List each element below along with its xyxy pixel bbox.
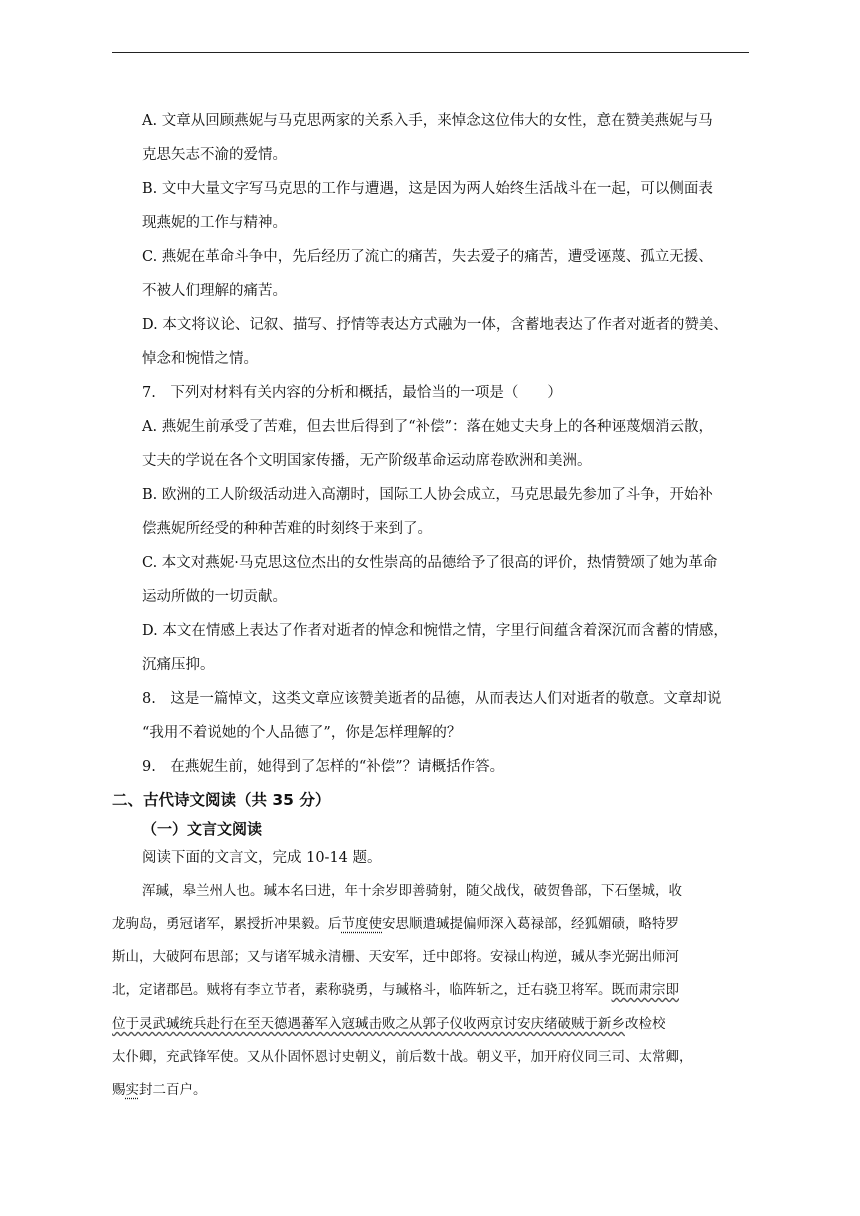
classical-line-4 (112, 980, 752, 1000)
q7-stem: 7. 下列对材料有关内容的分析和概括，最恰当的一项是（ ） (142, 385, 562, 401)
q9-question: 9. 在燕妮生前，她得到了怎样的“补偿”？请概括作答。 (142, 759, 505, 775)
q6-option-c-line1: C. 燕妮在革命斗争中，先后经历了流亡的痛苦，失去爱子的痛苦，遭受诬蔑、孤立无援、 (142, 249, 713, 265)
section-title: 二、古代诗文阅读（共 35 分） (112, 791, 331, 809)
q7-option-c-line2: 运动所做的一切贡献。 (142, 589, 287, 605)
wavy-underlined-passage: 位于灵武瑊统兵赴行在至天德遇蕃军入寇瑊击败之从郭子仪收两京讨安庆绪破贼于新乡 (112, 1016, 625, 1032)
q7-option-b-line2: 偿燕妮所经受的种种苦难的时刻终于来到了。 (142, 521, 432, 537)
q6-option-b-line2: 现燕妮的工作与精神。 (142, 215, 287, 231)
classical-line-7-start: 赐 (112, 1082, 126, 1098)
classical-line-2 (112, 914, 752, 934)
q7-option-c-line1: C. 本文对燕妮·马克思这位杰出的女性崇高的品德给予了很高的评价，热情赞颂了她为革命 (142, 555, 718, 571)
q6-option-b-line1: B. 文中大量文字写马克思的工作与遭遇，这是因为两人始终生活战斗在一起，可以侧面表 (142, 181, 713, 197)
classical-line-6: 太仆卿，充武锋军使。又从仆固怀恩讨史朝义，前后数十战。朝义平，加开府仪同三司、太常卿， (112, 1049, 693, 1065)
q7-option-a-line2: 丈夫的学说在各个文明国家传播，无产阶级革命运动席卷欧洲和美洲。 (142, 453, 592, 469)
classical-line-7 (112, 1080, 752, 1100)
classical-line-7-end: 封二百户。 (139, 1082, 207, 1098)
q8-line2: “我用不着说她的个人品德了”，你是怎样理解的？ (142, 725, 462, 741)
dotted-term-shi: 实 (125, 1082, 139, 1098)
classical-line-5 (112, 1014, 752, 1034)
dotted-term-jiedushi: 节度使 (341, 916, 382, 932)
classical-line-3: 斯山，大破阿布思部；又与诸军城永清栅、天安军，迁中郎将。安禄山构逆，瑊从李光弼出师河 (112, 949, 679, 965)
q6-option-a-line2: 克思矢志不渝的爱情。 (142, 147, 287, 163)
q7-option-d-line1: D. 本文在情感上表达了作者对逝者的悼念和惋惜之情，字里行间蕴含着深沉而含蓄的情感， (142, 623, 728, 639)
q6-option-d-line2: 悼念和惋惜之情。 (142, 351, 258, 367)
q6-option-a-line1: A. 文章从回顾燕妮与马克思两家的关系入手，来悼念这位伟大的女性，意在赞美燕妮与马 (142, 113, 713, 129)
classical-line-1: 浑瑊，皋兰州人也。瑊本名曰进，年十余岁即善骑射，随父战伐，破贺鲁部，下石堡城，收 (142, 883, 682, 899)
subsection-title: （一）文言文阅读 (142, 820, 263, 838)
q7-option-d-line2: 沉痛压抑。 (142, 657, 215, 673)
classical-line-4-start: 北，定诸郡邑。贼将有李立节者，素称骁勇，与瑊格斗，临阵斩之，迁右骁卫将军。 (112, 982, 612, 998)
classical-line-2-start: 龙驹岛，勇冠诸军，累授折冲果毅。后 (112, 916, 342, 932)
wavy-underlined-passage-start: 既而肃宗即 (611, 982, 679, 998)
header-rule (112, 52, 749, 53)
classical-line-2-end: 安思顺遣瑊提偏师深入葛禄部，经狐媚碛，略特罗 (382, 916, 679, 932)
reading-instruction: 阅读下面的文言文，完成 10-14 题。 (142, 850, 382, 866)
q6-option-c-line2: 不被人们理解的痛苦。 (142, 283, 287, 299)
q8-line1: 8. 这是一篇悼文，这类文章应该赞美逝者的品德，从而表达人们对逝者的敬意。文章却说 (142, 691, 722, 707)
q6-option-d-line1: D. 本文将议论、记叙、描写、抒情等表达方式融为一体，含蓄地表达了作者对逝者的赞美、 (142, 317, 728, 333)
q7-option-a-line1: A. 燕妮生前承受了苦难，但去世后得到了“补偿”：落在她丈夫身上的各种诬蔑烟消云散， (142, 419, 714, 435)
classical-line-5-end: 改检校 (625, 1016, 666, 1032)
q7-option-b-line1: B. 欧洲的工人阶级活动进入高潮时，国际工人协会成立，马克思最先参加了斗争，开始补 (142, 487, 713, 503)
